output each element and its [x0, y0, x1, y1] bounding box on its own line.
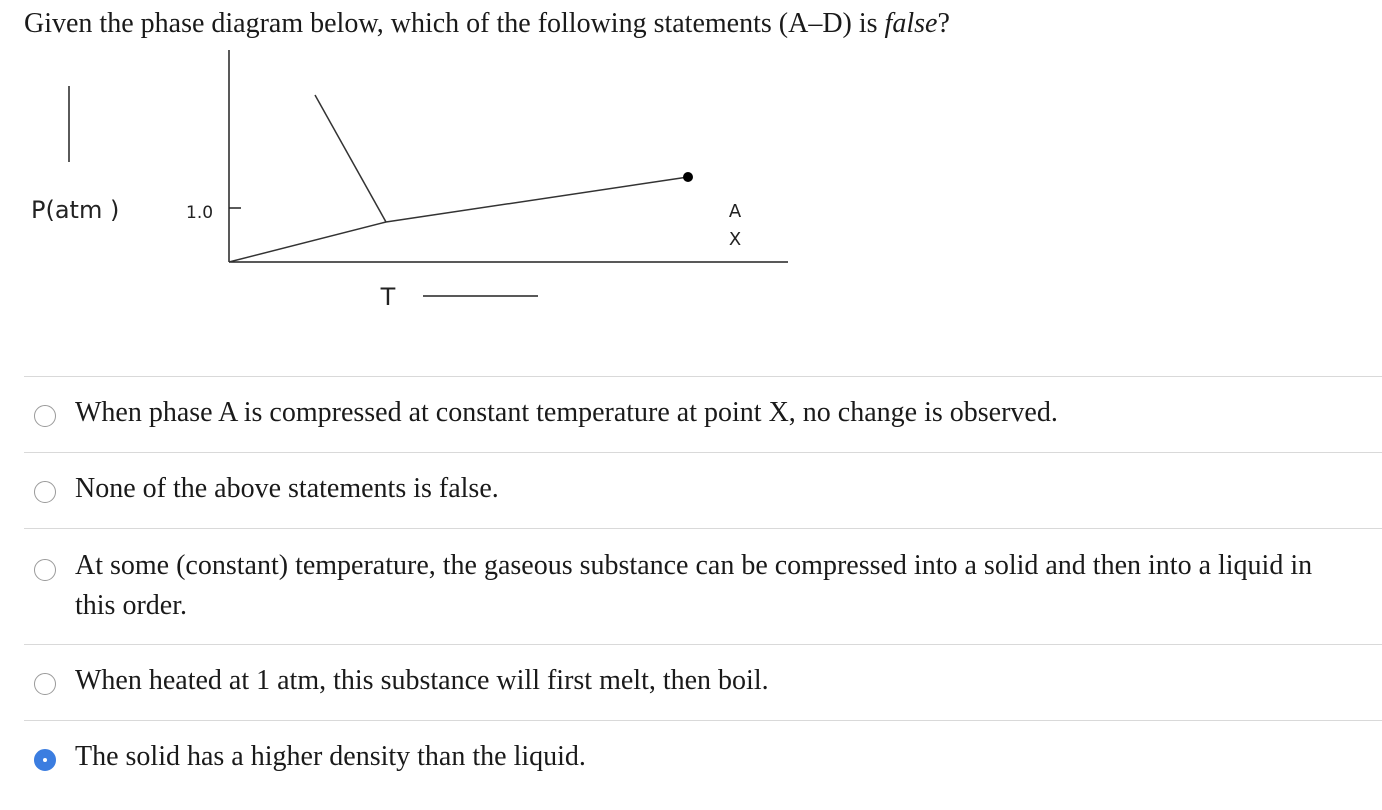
radio-button-unselected[interactable]	[34, 559, 56, 581]
radio-button-unselected[interactable]	[34, 405, 56, 427]
answer-option-text: The solid has a higher density than the liquid.	[75, 741, 586, 772]
answer-option-3[interactable]	[24, 529, 1382, 645]
melting-curve	[315, 95, 386, 222]
y-axis-label: P(atm )	[31, 196, 120, 224]
question-emphasis: false	[884, 8, 938, 39]
answer-option-4[interactable]	[24, 645, 1382, 721]
sublimation-curve	[229, 222, 386, 262]
tick-label-1-0: 1.0	[186, 203, 214, 223]
answer-option-2[interactable]	[24, 453, 1382, 529]
answer-option-5[interactable]	[24, 721, 1382, 797]
radio-button-unselected[interactable]	[34, 673, 56, 695]
critical-point	[683, 172, 693, 182]
answer-option-text: When phase A is compressed at constant temperature at point X, no change is observed.	[75, 397, 1058, 428]
phase-diagram	[0, 40, 800, 330]
answer-options	[24, 376, 1382, 797]
radio-button-selected[interactable]	[34, 749, 56, 771]
point-label-x: X	[728, 229, 742, 250]
question-text	[24, 6, 950, 42]
point-label-a: A	[728, 201, 742, 222]
answer-option-text: None of the above statements is false.	[75, 473, 499, 504]
vaporization-curve	[386, 177, 688, 222]
answer-option-1[interactable]	[24, 377, 1382, 453]
answer-option-text: When heated at 1 atm, this substance will first melt, then boil.	[75, 665, 769, 696]
question-prefix: Given the phase diagram below, which of the following statements (A–D) is	[24, 8, 885, 39]
radio-button-unselected[interactable]	[34, 481, 56, 503]
question-suffix: ?	[937, 8, 950, 39]
x-axis-label: T	[380, 283, 396, 311]
answer-option-text: At some (constant) temperature, the gaseous substance can be compressed into a solid and then into a liquid in this order.	[75, 550, 1313, 621]
